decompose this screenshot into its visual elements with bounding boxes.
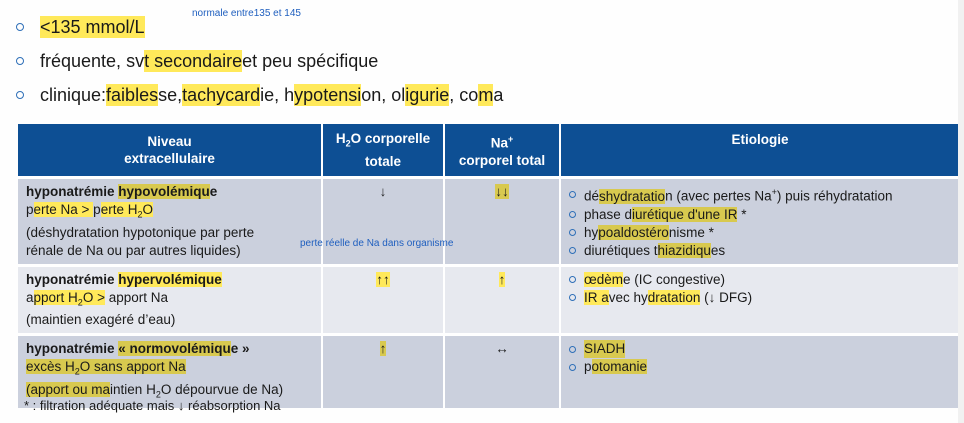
- list-item: [569, 206, 951, 224]
- list-item: [569, 289, 951, 307]
- cell-text: p: [26, 202, 34, 217]
- cell-water: [322, 178, 444, 266]
- row-title-hl: hypervolémique: [118, 271, 222, 287]
- table-row-hypovolemic: [18, 178, 959, 266]
- threshold-text: <135 mmol/L: [40, 17, 145, 37]
- clinical-text: ie, h: [260, 85, 295, 105]
- cell-level: [18, 335, 322, 408]
- cell-hl: (apport ou ma: [26, 382, 111, 398]
- header-text: corporel total: [458, 152, 546, 168]
- bullet-circle-icon: [16, 23, 24, 31]
- superscript: +: [771, 187, 777, 197]
- cell-text: p: [584, 359, 592, 375]
- subscript: 2: [137, 209, 143, 220]
- cell-hl: O sans apport Na: [79, 359, 186, 375]
- bullet-frequency: [14, 44, 503, 78]
- cell-text: (maintien exagéré d’eau): [26, 312, 176, 328]
- cell-hl: œdèm: [584, 271, 624, 287]
- cell-level: [18, 178, 322, 266]
- clinical-hl: tachycard: [182, 85, 261, 105]
- clinical-hl: m: [478, 85, 494, 105]
- cell-water: [322, 265, 444, 335]
- hyponatremia-table: [18, 124, 959, 408]
- bullet-circle-icon: [569, 276, 576, 283]
- list-item: [569, 271, 951, 289]
- list-item: [569, 183, 951, 206]
- header-text: Na: [490, 135, 508, 151]
- etiology-list: [569, 340, 951, 376]
- cell-hl: pport H: [33, 289, 78, 305]
- double-arrow-down-icon: ↓↓: [495, 184, 509, 199]
- header-etiology: Etiologie: [560, 124, 959, 178]
- cell-hl: shydratatio: [599, 188, 666, 204]
- clinical-text: on, ol: [361, 85, 406, 105]
- cell-hl: dratation: [647, 289, 701, 305]
- cell-hl: erte H: [100, 202, 138, 217]
- row-title: e: [209, 184, 218, 199]
- cell-etiology: [560, 178, 959, 266]
- bullet-circle-icon: [16, 91, 24, 99]
- cell-etiology: [560, 265, 959, 335]
- header-subscript: 2: [345, 138, 351, 149]
- table-row-hypervolemic: [18, 265, 959, 335]
- header-superscript: +: [508, 134, 514, 145]
- cell-level: [18, 265, 322, 335]
- header-total-water: [322, 124, 444, 178]
- annotation-real-loss: perte réelle de Na dans organisme: [300, 238, 454, 249]
- cell-hl: otomanie: [591, 359, 648, 375]
- list-item: [569, 242, 951, 260]
- clinical-hl: igurie: [405, 85, 450, 105]
- row-title: hyponatrémie: [26, 271, 119, 287]
- table-row-normovolemic: [18, 335, 959, 408]
- cell-text: n (avec pertes Na: [665, 188, 772, 204]
- cell-sodium: [444, 335, 560, 408]
- bullet-clinical: [14, 78, 503, 112]
- cell-hl: iurétique d'une IR: [632, 206, 738, 222]
- annotation-normal-range: normale entre135 et 145: [192, 8, 301, 19]
- bullet-circle-icon: [569, 191, 576, 198]
- cell-hl: SIADH: [584, 341, 626, 357]
- header-text: H: [335, 131, 346, 147]
- bullet-circle-icon: [16, 57, 24, 65]
- cell-sodium: [444, 265, 560, 335]
- cell-sodium: [444, 178, 560, 266]
- cell-hl: poaldostéro: [598, 224, 669, 240]
- cell-water: [322, 335, 444, 408]
- cell-hl: erte Na >: [33, 202, 94, 217]
- cell-text: e (IC congestive): [623, 271, 726, 287]
- page-edge: [958, 0, 964, 423]
- double-arrow-up-icon: ↑↑: [376, 271, 390, 287]
- bullet-circle-icon: [569, 211, 576, 218]
- cell-text: nisme *: [668, 224, 714, 240]
- row-title: e »: [230, 341, 250, 357]
- subscript: 2: [155, 389, 161, 400]
- frequency-text: fréquente, sv: [40, 51, 145, 71]
- subscript: 2: [77, 297, 83, 308]
- cell-hl: O >: [82, 289, 105, 305]
- cell-text: apport Na: [104, 289, 168, 305]
- subscript: 2: [74, 367, 80, 378]
- bullet-list: [14, 10, 503, 112]
- cell-text: es: [710, 242, 726, 258]
- cell-text: hy: [584, 224, 599, 240]
- footnote: * : filtration adéquate mais ↓ réabsorption Na: [24, 398, 281, 413]
- arrow-down-icon: ↓: [379, 184, 387, 199]
- clinical-text: , co: [449, 85, 479, 105]
- etiology-list: [569, 271, 951, 307]
- header-extracellular: [18, 124, 322, 178]
- header-text: Niveau: [147, 134, 192, 149]
- clinical-text: se,: [158, 85, 183, 105]
- cell-hl: hiazidiqu: [657, 242, 711, 258]
- row-title-hl: hypovolémiqu: [118, 184, 210, 199]
- cell-text: diurétiques t: [584, 242, 658, 258]
- header-total-sodium: [444, 124, 560, 178]
- cell-text: vec hy: [608, 289, 648, 305]
- cell-text: phase d: [584, 206, 633, 222]
- frequency-text-end: et peu spécifique: [242, 51, 379, 71]
- clinical-hl: faibles: [106, 85, 159, 105]
- arrow-up-icon: ↑: [498, 271, 506, 287]
- cell-text: (↓ DFG): [700, 289, 753, 305]
- cell-text: *: [737, 206, 747, 222]
- cell-text: rénale de Na ou par autres liquides): [26, 242, 241, 258]
- bullet-circle-icon: [569, 294, 576, 301]
- cell-etiology: [560, 335, 959, 408]
- list-item: [569, 340, 951, 358]
- clinical-label: clinique:: [40, 85, 107, 105]
- cell-text: O dépourvue de Na): [160, 382, 284, 398]
- bullet-circle-icon: [569, 229, 576, 236]
- table-header-row: [18, 124, 959, 178]
- arrow-up-icon: ↑: [379, 341, 387, 357]
- cell-text: intien H: [110, 382, 156, 398]
- row-title: hyponatrémie: [26, 341, 119, 357]
- row-title: hyponatrémie: [26, 184, 119, 199]
- cell-hl: O: [142, 202, 153, 217]
- cell-hl: IR a: [584, 289, 609, 305]
- frequency-highlight: t secondaire: [144, 51, 243, 71]
- row-title-hl: « normovolémiqu: [118, 341, 231, 357]
- clinical-hl: ypotensi: [294, 85, 362, 105]
- cell-text: (déshydratation hypotonique par perte: [26, 224, 255, 240]
- list-item: [569, 224, 951, 242]
- bullet-circle-icon: [569, 346, 576, 353]
- cell-hl: excès H: [26, 359, 75, 375]
- cell-text: ) puis réhydratation: [776, 188, 893, 204]
- header-text: totale: [364, 153, 401, 169]
- cell-text: p: [93, 202, 101, 217]
- header-text: O corporelle: [350, 131, 431, 147]
- list-item: [569, 358, 951, 376]
- cell-text: a: [26, 289, 34, 305]
- clinical-text: a: [493, 85, 504, 105]
- bullet-circle-icon: [569, 247, 576, 254]
- header-text: extracellulaire: [124, 151, 215, 166]
- arrow-left-right-icon: ↔: [495, 341, 509, 357]
- cell-text: dé: [584, 188, 600, 204]
- bullet-circle-icon: [569, 364, 576, 371]
- etiology-list: [569, 183, 951, 260]
